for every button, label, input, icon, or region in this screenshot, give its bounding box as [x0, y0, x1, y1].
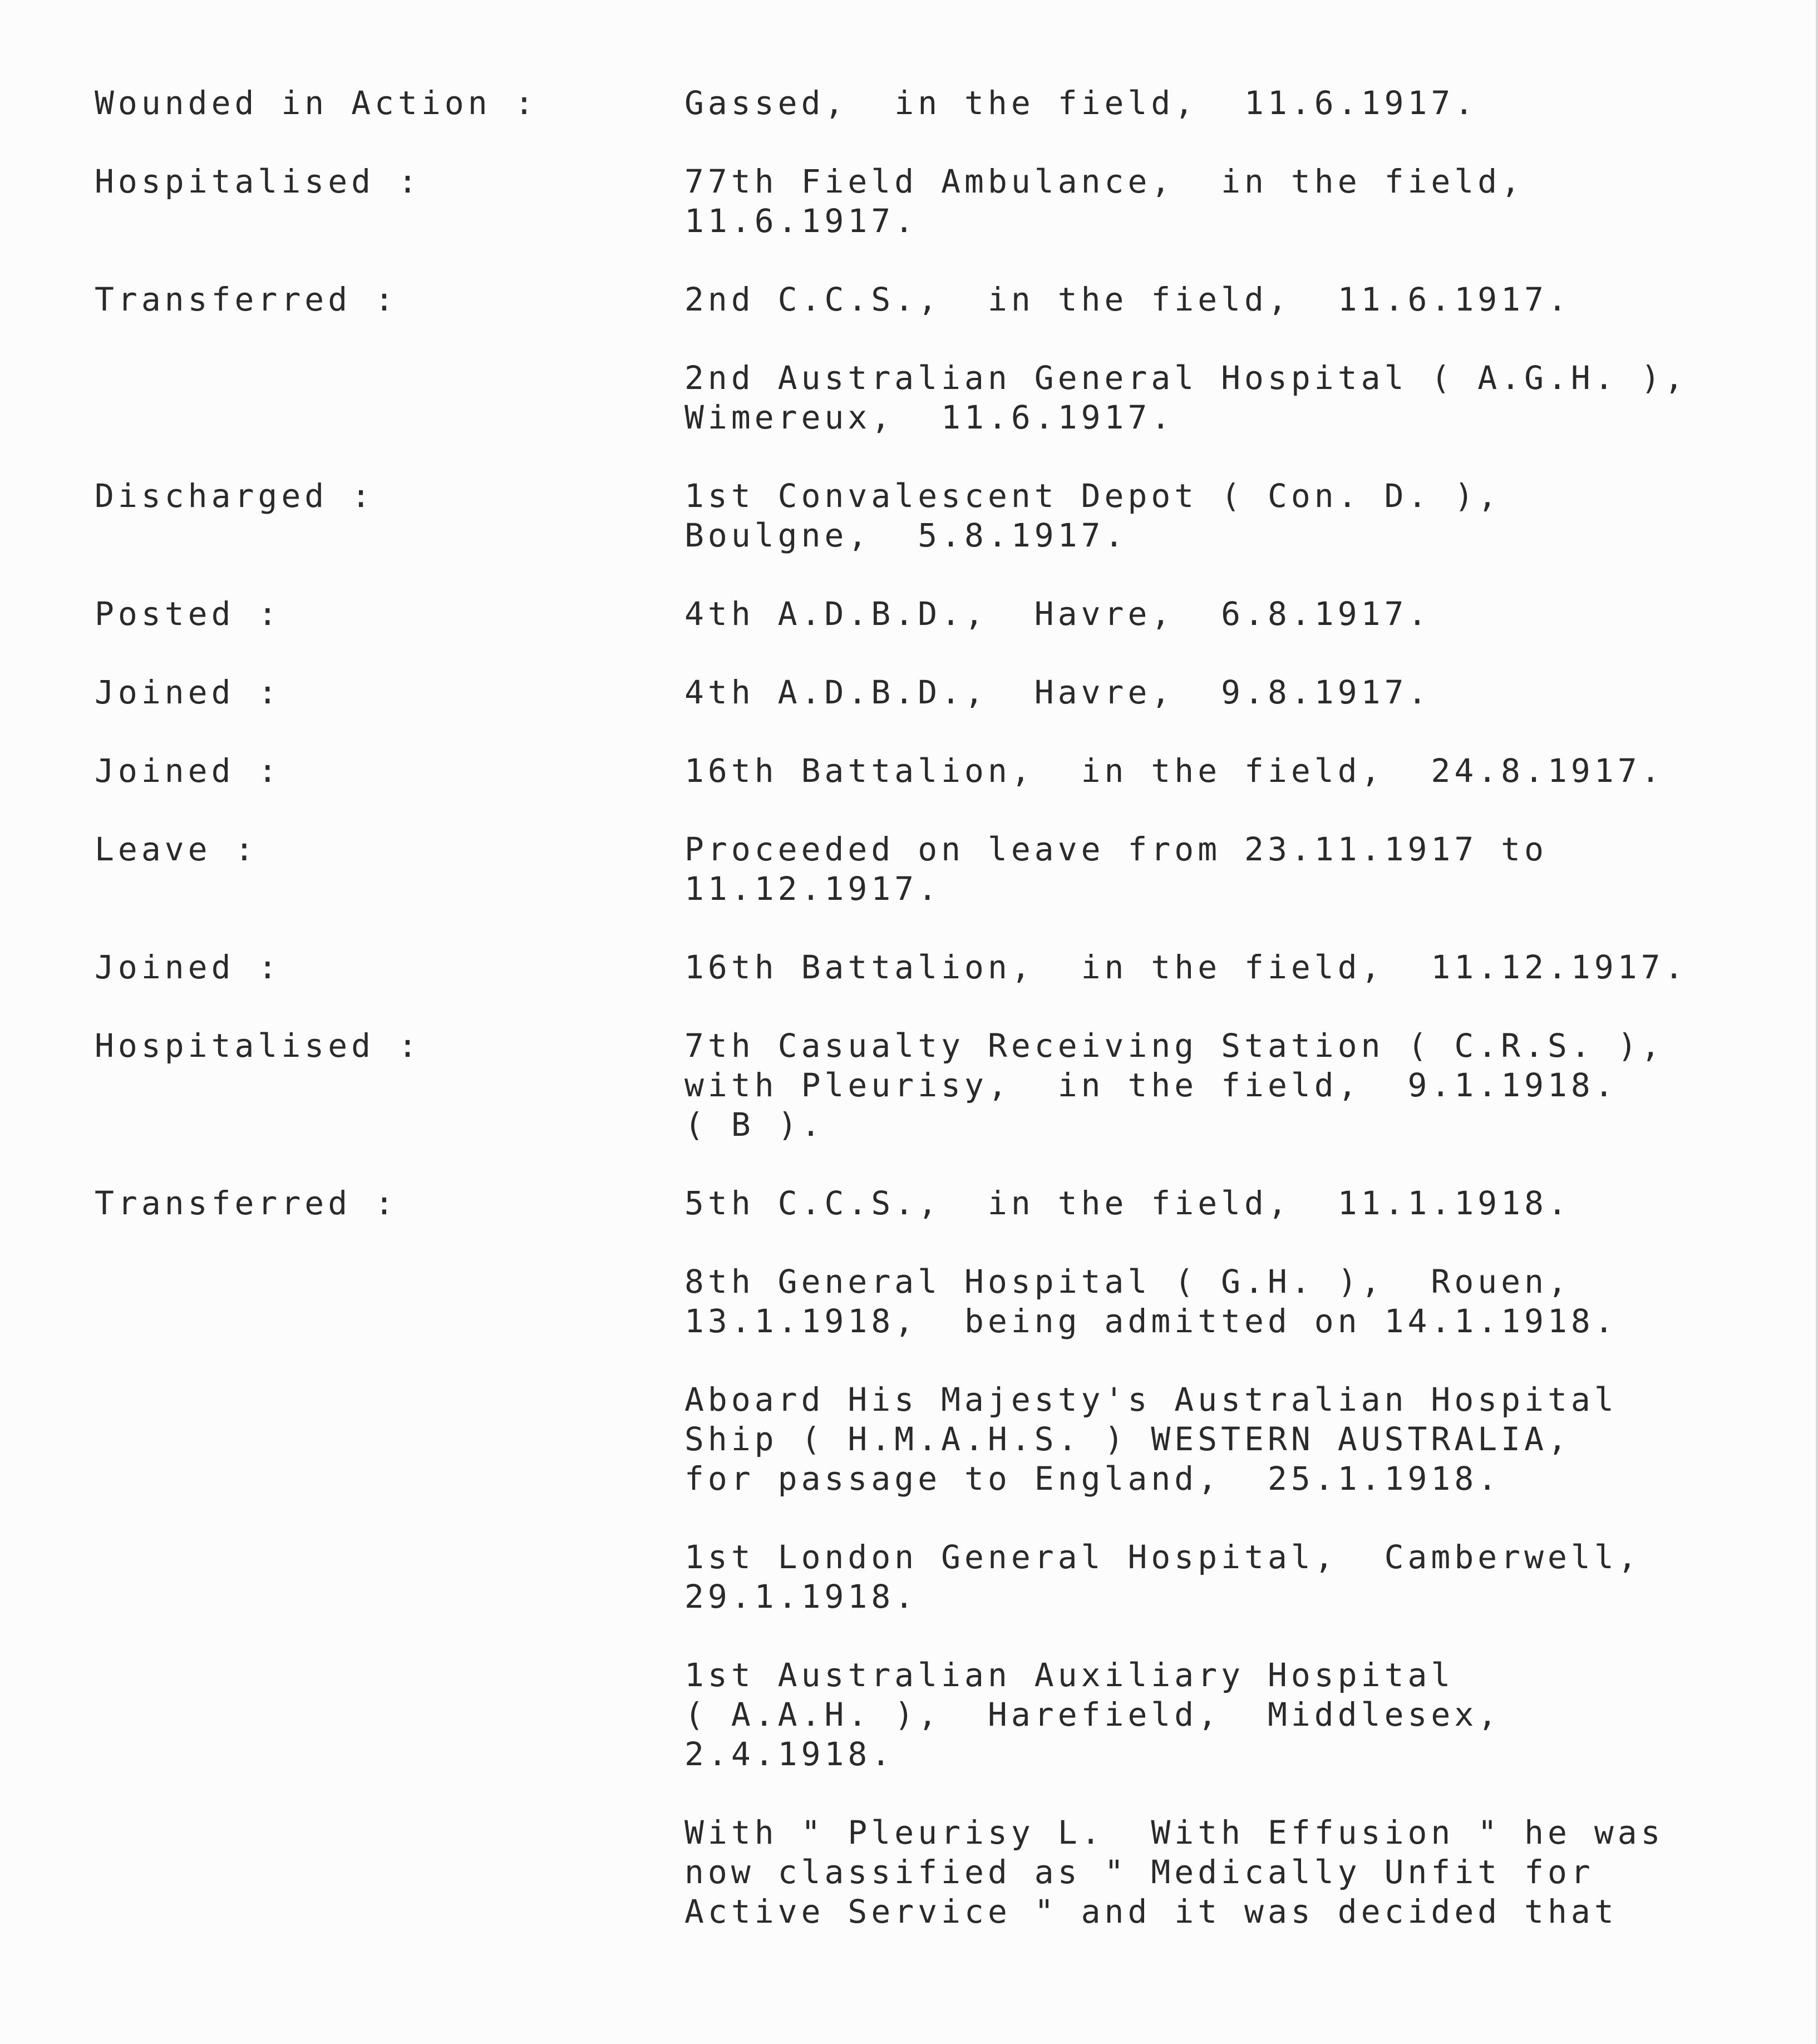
entry-label: Posted : — [95, 595, 282, 633]
entry-line: 4th A.D.B.D., Havre, 9.8.1917. — [684, 673, 1431, 711]
entry-line: Ship ( H.M.A.H.S. ) WESTERN AUSTRALIA, — [684, 1420, 1571, 1458]
entry-value — [684, 751, 1742, 791]
record-entry — [95, 948, 1742, 987]
entry-value — [684, 1656, 1742, 1774]
record-entry — [95, 1380, 1742, 1499]
service-record — [95, 83, 1742, 1932]
record-entry — [95, 358, 1742, 437]
entry-line: with Pleurisy, in the field, 9.1.1918. — [684, 1066, 1618, 1104]
entry-line: Active Service " and it was decided that — [684, 1893, 1618, 1930]
entry-label: Leave : — [95, 830, 258, 868]
entry-value — [684, 280, 1742, 319]
record-entry — [95, 594, 1742, 634]
entry-line: Gassed, in the field, 11.6.1917. — [684, 84, 1478, 122]
entry-value — [684, 594, 1742, 634]
entry-line: 77th Field Ambulance, in the field, — [684, 162, 1525, 200]
entry-line: With " Pleurisy L. With Effusion " he was — [684, 1814, 1664, 1851]
entry-label: Hospitalised : — [95, 1027, 421, 1065]
record-entry — [95, 280, 1742, 319]
entry-value — [684, 1380, 1742, 1499]
record-entry — [95, 1813, 1742, 1932]
entry-line: Boulgne, 5.8.1917. — [684, 516, 1128, 554]
entry-line: 16th Battalion, in the field, 24.8.1917. — [684, 752, 1664, 790]
entry-line: 1st London General Hospital, Camberwell, — [684, 1538, 1641, 1576]
entry-line: Aboard His Majesty's Australian Hospital — [684, 1381, 1618, 1419]
entry-label: Transferred : — [95, 280, 398, 318]
entry-label: Transferred : — [95, 1184, 398, 1222]
entry-line: Wimereux, 11.6.1917. — [684, 398, 1175, 436]
record-entry — [95, 1538, 1742, 1617]
entry-line: for passage to England, 25.1.1918. — [684, 1460, 1501, 1498]
entry-line: 5th C.C.S., in the field, 11.1.1918. — [684, 1184, 1571, 1222]
record-entry — [95, 83, 1742, 123]
entry-value — [684, 1538, 1742, 1617]
record-entry — [95, 1026, 1742, 1145]
record-entry — [95, 162, 1742, 241]
entry-line: now classified as " Medically Unfit for — [684, 1853, 1594, 1891]
record-entry — [95, 1656, 1742, 1774]
page-edge — [1816, 0, 1818, 2044]
entry-line: Proceeded on leave from 23.11.1917 to — [684, 830, 1548, 868]
entry-value — [684, 948, 1742, 987]
entry-line: 1st Convalescent Depot ( Con. D. ), — [684, 477, 1501, 515]
entry-line: 2nd C.C.S., in the field, 11.6.1917. — [684, 280, 1571, 318]
entry-label: Discharged : — [95, 477, 375, 515]
record-entry — [95, 1184, 1742, 1223]
entry-line: 29.1.1918. — [684, 1578, 918, 1616]
entry-value — [684, 83, 1742, 123]
entry-line: 7th Casualty Receiving Station ( C.R.S. ), — [684, 1027, 1664, 1065]
entry-value — [684, 1184, 1742, 1223]
record-entry — [95, 476, 1742, 555]
entry-line: 11.6.1917. — [684, 202, 918, 240]
entry-line: 13.1.1918, being admitted on 14.1.1918. — [684, 1302, 1618, 1340]
entry-value — [684, 476, 1742, 555]
entry-value — [684, 162, 1742, 241]
entry-label: Wounded in Action : — [95, 84, 538, 122]
entry-value — [684, 358, 1742, 437]
entry-line: 8th General Hospital ( G.H. ), Rouen, — [684, 1263, 1571, 1301]
entry-line: 2.4.1918. — [684, 1735, 895, 1773]
entry-value — [684, 1262, 1742, 1341]
entry-line: ( B ). — [684, 1106, 825, 1144]
entry-label: Joined : — [95, 673, 282, 711]
entry-value — [684, 1026, 1742, 1145]
record-entry — [95, 830, 1742, 909]
entry-label: Joined : — [95, 752, 282, 790]
record-entry — [95, 1262, 1742, 1341]
entry-line: 4th A.D.B.D., Havre, 6.8.1917. — [684, 595, 1431, 633]
entry-value — [684, 673, 1742, 712]
entry-label: Hospitalised : — [95, 162, 421, 200]
entry-line: 2nd Australian General Hospital ( A.G.H. ), — [684, 359, 1688, 397]
entry-value — [684, 830, 1742, 909]
entry-line: 11.12.1917. — [684, 870, 942, 908]
entry-value — [684, 1813, 1742, 1932]
entry-line: 1st Australian Auxiliary Hospital — [684, 1656, 1455, 1694]
record-entry — [95, 673, 1742, 712]
entry-label: Joined : — [95, 948, 282, 986]
entry-line: ( A.A.H. ), Harefield, Middlesex, — [684, 1696, 1501, 1733]
entry-line: 16th Battalion, in the field, 11.12.1917. — [684, 948, 1688, 986]
record-entry — [95, 751, 1742, 791]
